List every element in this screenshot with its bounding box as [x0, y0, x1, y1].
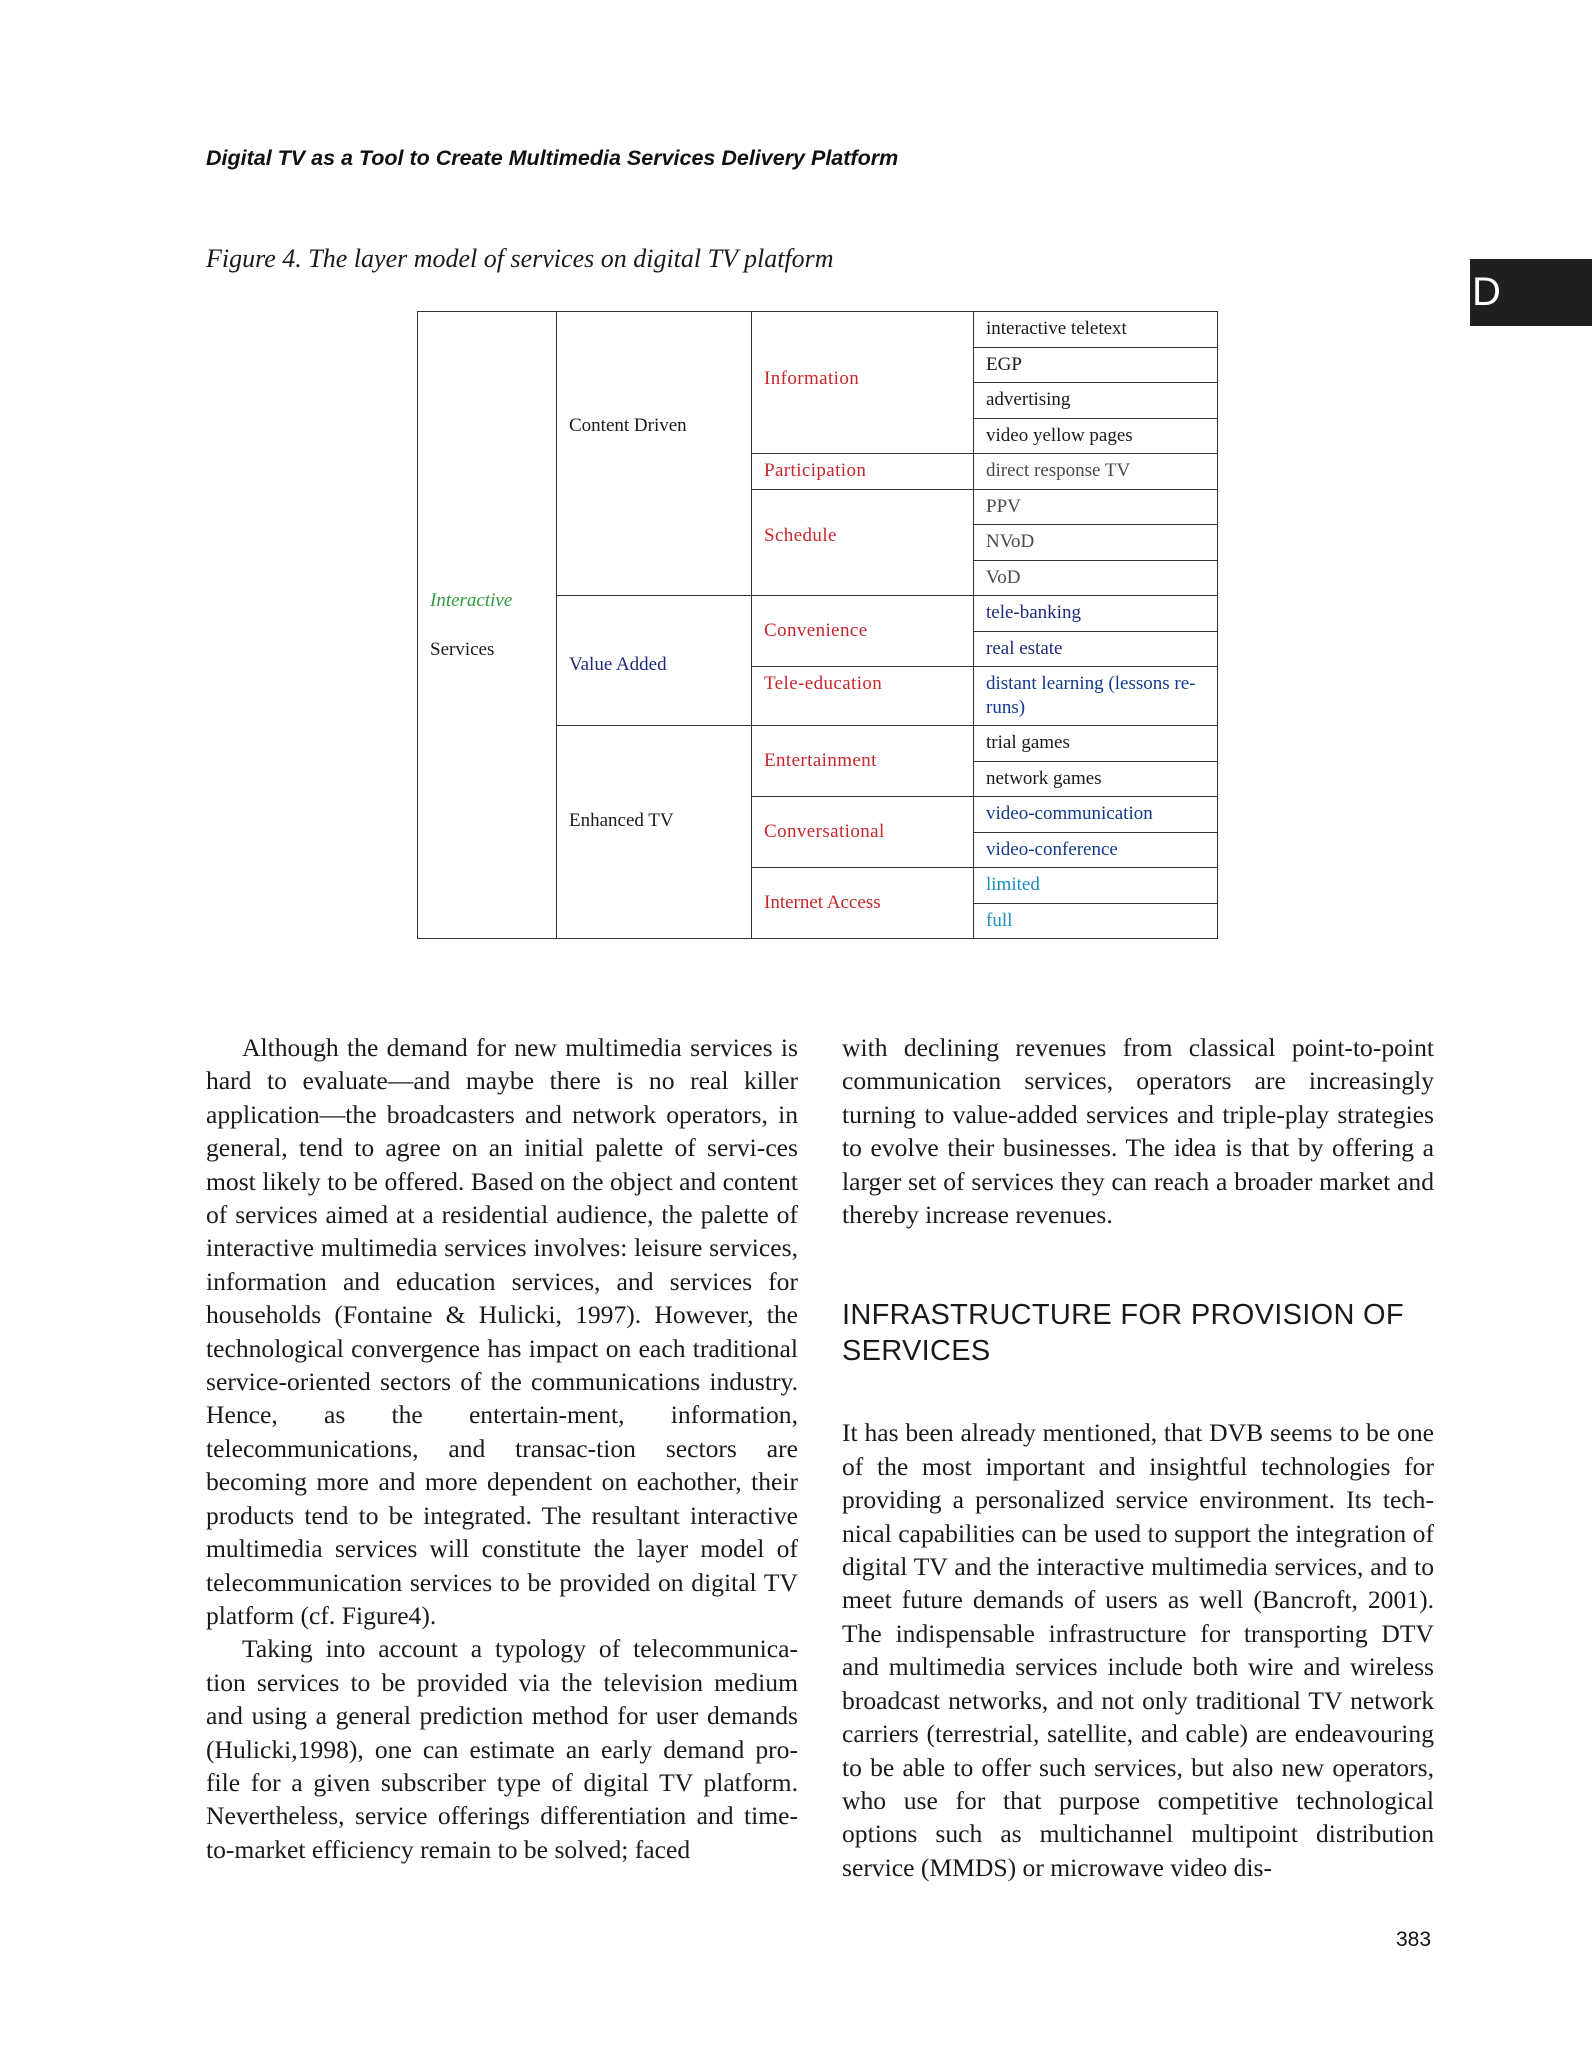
root-label-interactive: Interactive [430, 590, 513, 611]
category-cell [752, 868, 974, 939]
root-cell [418, 312, 557, 939]
service-item: full [974, 903, 1218, 939]
section-tab [1470, 259, 1592, 326]
service-item: advertising [974, 383, 1218, 419]
category-label: Participation [764, 460, 867, 482]
category-label: Conversational [764, 821, 885, 842]
category-cell [752, 454, 974, 490]
group-cell-value-added [557, 596, 752, 726]
body-paragraph: Taking into account a typology of telecommunica-tion services to be provided via the television medium and using a general prediction method for user demands (Hulicki,1998), one can estimate an early demand pro-file for a given subscriber type of digital TV platform. Nevertheless, service offerings differentiation and time-to-market efficiency remain to be solved; faced [206, 1634, 798, 1864]
service-item: VoD [974, 560, 1218, 596]
category-label: Convenience [764, 620, 868, 641]
category-label: Tele-education [764, 673, 883, 694]
category-label: Internet Access [764, 892, 881, 913]
service-item: distant learning (lessons re-runs) [974, 667, 1218, 726]
group-label: Value Added [569, 653, 667, 675]
body-paragraph: It has been already mentioned, that DVB seems to be one of the most important and insightful technologies for providing a personalized service environment. Its tech-nical capabilities can be used to support the integration of digital TV and the interactive multimedia services, and to meet future demands of users as well (Bancroft, 2001). The indispensable infrastructure for transporting DTV and multimedia services include both wire and wireless broadcast networks, and not only traditional TV network carriers (terrestrial, satellite, and cable) are endeavouring to be able to offer such services, but also new operators, who use for that purpose competitive technological options such as multichannel multipoint distribution service (MMDS) or microwave video dis- [842, 1418, 1434, 1882]
category-cell [752, 596, 974, 667]
right-column [842, 1031, 1434, 1884]
group-cell-enhanced-tv [557, 726, 752, 939]
page-number: 383 [1396, 1928, 1432, 1951]
category-label: Information [764, 367, 860, 389]
service-item: trial games [974, 726, 1218, 762]
category-cell [752, 489, 974, 596]
service-item: video-communication [974, 797, 1218, 833]
service-item: tele-banking [974, 596, 1218, 632]
category-cell [752, 312, 974, 454]
service-item: network games [974, 761, 1218, 797]
service-item: PPV [974, 489, 1218, 525]
service-item: interactive teletext [974, 312, 1218, 348]
section-tab-letter: D [1472, 270, 1501, 314]
service-item: limited [974, 868, 1218, 904]
category-cell [752, 726, 974, 797]
group-label: Content Driven [569, 415, 687, 436]
service-item: real estate [974, 631, 1218, 667]
category-label: Entertainment [764, 750, 877, 771]
root-label-services: Services [430, 639, 495, 660]
service-item: EGP [974, 347, 1218, 383]
service-item: video-conference [974, 832, 1218, 868]
section-heading: INFRASTRUCTURE FOR PROVISION OF SERVICES [842, 1299, 1404, 1368]
body-paragraph: with declining revenues from classical point-to-point communication services, operators are increasingly turning to value-added services and triple-play strategies to evolve their businesses. The idea is that by offering a larger set of services they can reach a broader market and thereby increase revenues. [842, 1033, 1434, 1230]
group-label: Enhanced TV [569, 810, 674, 831]
category-cell [752, 667, 974, 726]
body-paragraph: Although the demand for new multimedia services is hard to evaluate—and maybe there is no real killer application—the broadcasters and network operators, in general, tend to agree on an initial palette of servi-ces most likely to be offered. Based on the object and content of services aimed at a residential audience, the palette of interactive multimedia services involves: leisure services, information and education services, and services for households (Fontaine & Hulicki, 1997). However, the technological convergence has impact on each traditional service-oriented sectors of the communications industry. Hence, as the entertain-ment, information, telecommunications, and transac-tion sectors are becoming more and more dependent on eachother, their products tend to be integrated. The resultant interactive multimedia services will constitute the layer model of telecommunication services to be provided on digital TV platform (cf. Figure4). [206, 1033, 798, 1630]
figure-caption: Figure 4. The layer model of services on digital TV platform [206, 244, 834, 273]
category-label: Schedule [764, 525, 837, 547]
service-item: direct response TV [974, 454, 1218, 490]
left-column [206, 1031, 798, 1866]
layer-model-table [417, 311, 1218, 939]
running-title: Digital TV as a Tool to Create Multimedia Services Delivery Platform [206, 146, 899, 170]
category-cell [752, 797, 974, 868]
group-cell-content-driven [557, 312, 752, 596]
service-item: NVoD [974, 525, 1218, 561]
service-item: video yellow pages [974, 418, 1218, 454]
